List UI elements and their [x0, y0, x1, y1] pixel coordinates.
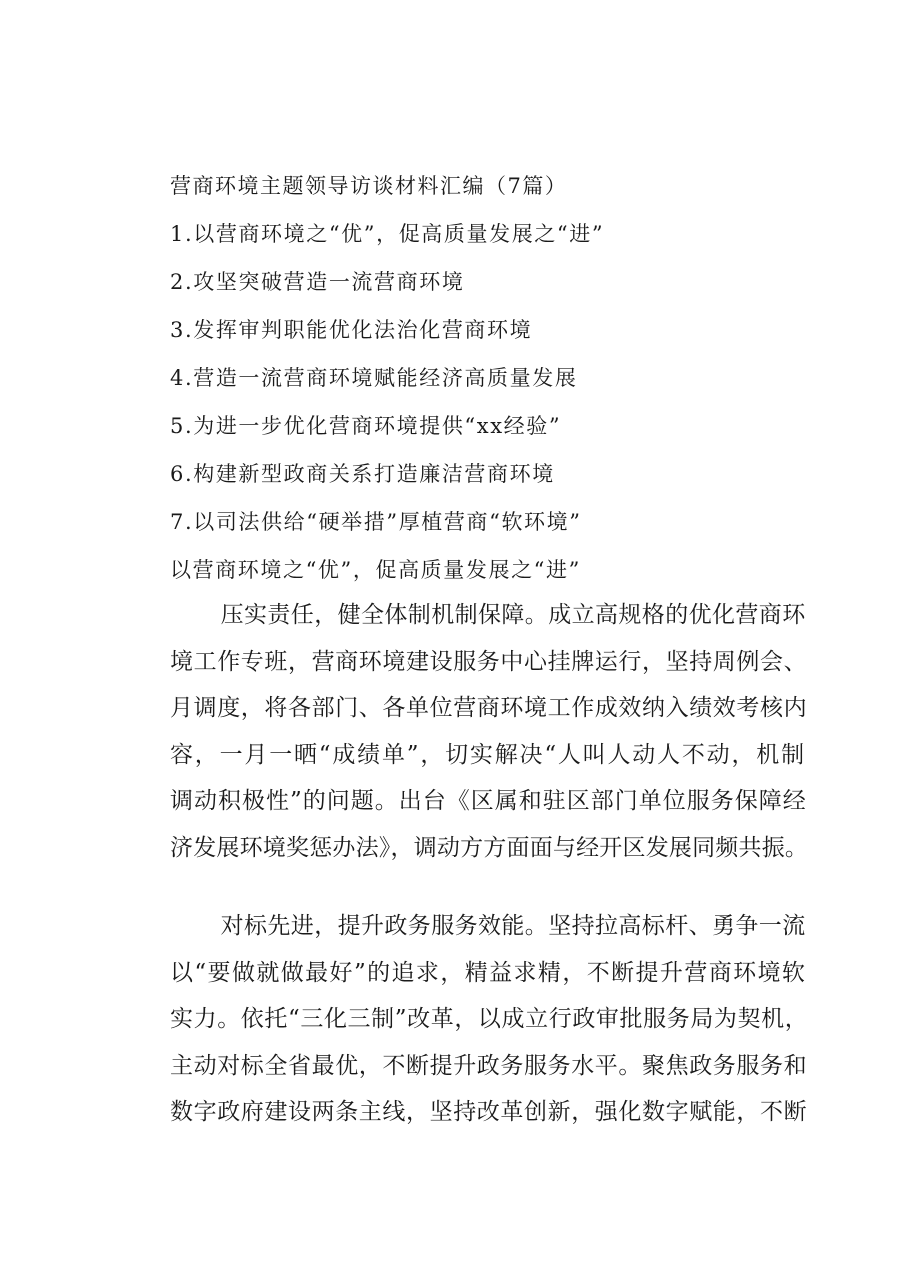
toc-item-2: 2.攻坚突破营造一流营商环境 — [170, 270, 465, 294]
toc-item-4: 4.营造一流营商环境赋能经济高质量发展 — [170, 366, 578, 390]
paragraph-2-line-5: 数字政府建设两条主线，坚持改革创新，强化数字赋能，不断 — [170, 1099, 808, 1125]
paragraph-1-line-4: 容，一月一晒“成绩单”，切实解决“人叫人动人不动，机制 — [170, 741, 806, 768]
paragraph-2-line-2: 以“要做就做最好”的追求，精益求精，不断提升营商环境软 — [170, 959, 807, 986]
paragraph-2-line-1: 对标先进，提升政务服务效能。坚持拉高标杆、勇争一流 — [220, 913, 806, 939]
toc-item-3: 3.发挥审判职能优化法治化营商环境 — [170, 318, 533, 342]
paragraph-1-line-1: 压实责任，健全体制机制保障。成立高规格的优化营商环 — [220, 602, 806, 628]
toc-item-5: 5.为进一步优化营商环境提供“xx经验” — [170, 414, 562, 438]
paragraph-1 — [170, 592, 810, 871]
toc-item-7: 7.以司法供给“硬举措”厚植营商“软环境” — [170, 510, 582, 534]
paragraph-1-line-3: 月调度，将各部门、各单位营商环境工作成效纳入绩效考核内 — [170, 695, 808, 721]
paragraph-1-line-2: 境工作专班，营商环境建设服务中心挂牌运行，坚持周例会、 — [170, 648, 808, 675]
section-heading: 以营商环境之“优”，促高质量发展之“进” — [170, 558, 581, 582]
document-title: 营商环境主题领导访谈材料汇编（7篇） — [170, 174, 568, 198]
paragraph-2-line-3: 实力。依托“三化三制”改革，以成立行政审批服务局为契机， — [170, 1006, 809, 1032]
paragraph-2 — [170, 903, 810, 1136]
paragraph-1-line-6: 济发展环境奖惩办法》，调动方方面面与经开区发展同频共振。 — [170, 834, 809, 861]
toc-item-1: 1.以营商环境之“优”，促高质量发展之“进” — [170, 222, 605, 246]
paragraph-1-line-5: 调动积极性”的问题。出台《区属和驻区部门单位服务保障经 — [170, 788, 807, 814]
toc-item-6: 6.构建新型政商关系打造廉洁营商环境 — [170, 462, 555, 486]
paragraph-2-line-4: 主动对标全省最优，不断提升政务服务水平。聚焦政务服务和 — [170, 1052, 808, 1079]
document-header-block — [170, 170, 810, 602]
